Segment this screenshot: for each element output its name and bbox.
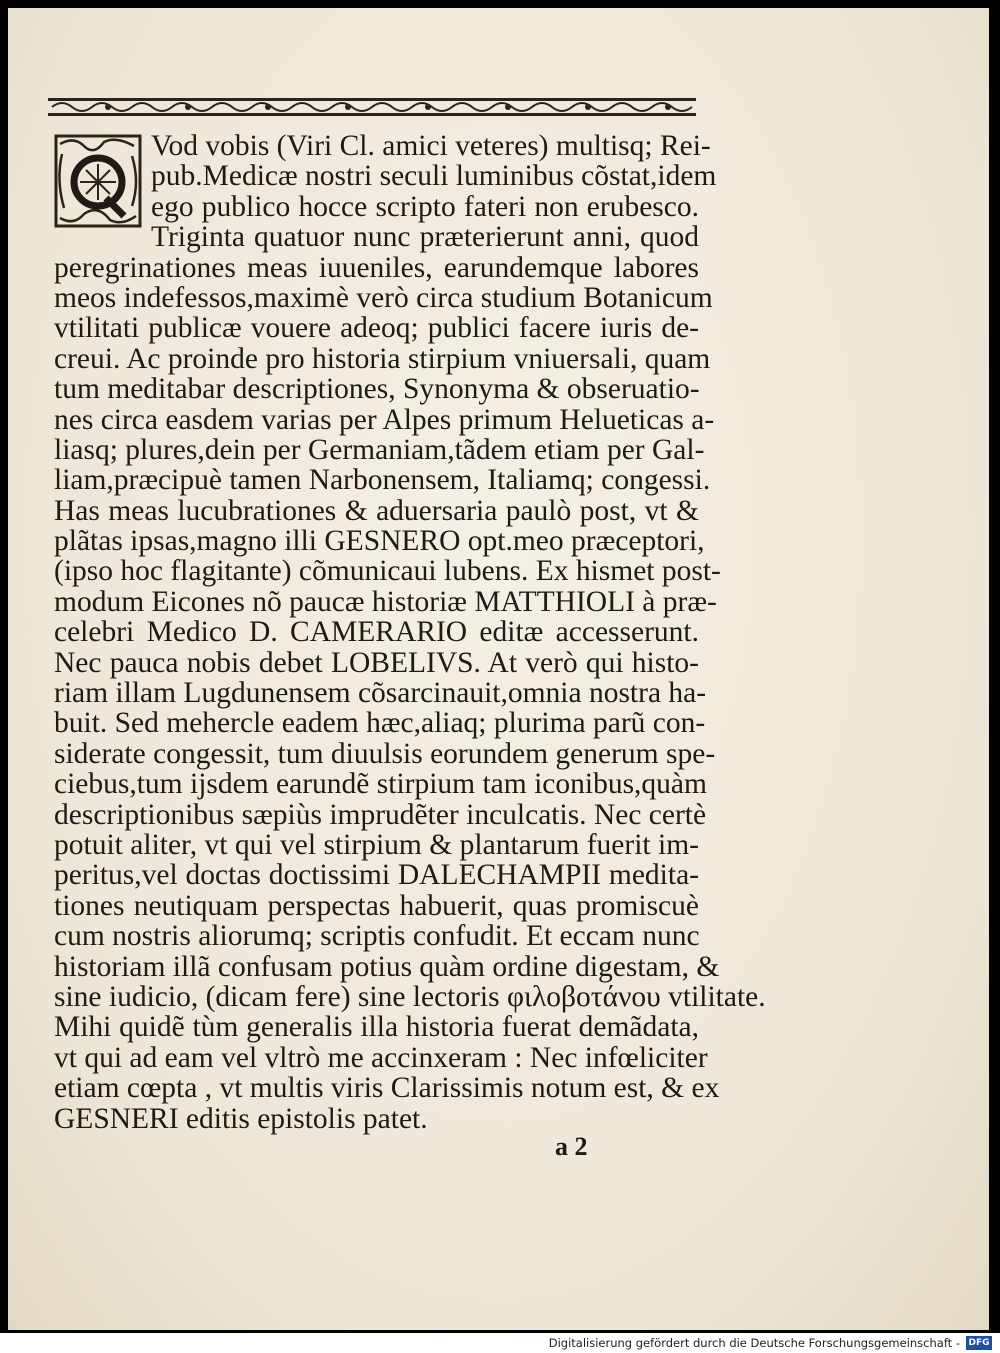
text-line: celebri Medico D. CAMERARIO editæ accesserunt. <box>54 616 699 649</box>
text-line: tiones neutiquam perspectas habuerit, quas promiscuè <box>54 889 699 922</box>
signature-mark: a 2 <box>555 1132 588 1161</box>
text-line: modum Eicones nõ paucæ historiæ MATTHIOLI à præ- <box>54 585 717 618</box>
text-line: Mihi quidẽ tùm generalis illa historia fuerat demãdata, <box>54 1011 699 1044</box>
text-line: etiam cœpta , vt multis viris Clarissimis notum est, & ex <box>54 1072 720 1105</box>
text-line: ego publico hocce scripto fateri non erubesco. <box>151 190 699 223</box>
ornament-band-graphic <box>48 96 696 118</box>
text-line: tum meditabar descriptiones, Synonyma & obseruatio- <box>54 373 700 406</box>
dfg-logo: DFG <box>966 1336 992 1350</box>
text-line: vt qui ad eam vel vltrò me accinxeram : Nec infœliciter <box>54 1041 708 1074</box>
text-line: descriptionibus sæpiùs imprudẽter inculcatis. Nec certè <box>54 798 707 831</box>
text-line: siderate congessit, tum diuulsis eorundem generum spe- <box>54 737 716 770</box>
text-line: riam illam Lugdunensem cõsarcinauit,omnia nostra ha- <box>54 677 707 710</box>
text-line: potuit aliter, vt qui vel stirpium & plantarum fuerit im- <box>54 828 699 861</box>
text-line: peritus,vel doctas doctissimi DALECHAMPII medita- <box>54 859 699 892</box>
text-line: (ipso hoc flagitante) cõmunicaui lubens. Ex hismet post- <box>54 555 721 588</box>
text-line: nes circa easdem varias per Alpes primum Helueticas a- <box>54 403 715 436</box>
text-line: sine iudicio, (dicam fere) sine lectoris φιλοβοτάνου vtilitate. <box>54 980 766 1013</box>
text-line: liam,præcipuè tamen Narbonensem, Italiamq; congessi. <box>54 464 711 497</box>
text-line: liasq; plures,dein per Germaniam,tãdem etiam per Gal- <box>54 433 705 466</box>
credit-bar <box>0 1333 1000 1353</box>
text-line: ciebus,tum ijsdem earundẽ stirpium tam iconibus,quàm <box>54 768 707 801</box>
text-line: Has meas lucubrationes & aduersaria paulò post, vt & <box>54 494 699 527</box>
text-line: peregrinationes meas iuueniles, earundemque labores <box>54 251 699 284</box>
text-line: pub.Medicæ nostri seculi luminibus cõstat,idem <box>151 160 717 193</box>
body-text <box>54 130 766 1135</box>
text-line: plãtas ipsas,magno illi GESNERO opt.meo præceptori, <box>54 525 705 558</box>
text-line: historiam illã confusam potius quàm ordine digestam, & <box>54 950 720 983</box>
text-line: buit. Sed mehercle eadem hæc,aliaq; plurima parũ con- <box>54 707 706 740</box>
text-line: vtilitati publicæ vouere adeoq; publici facere iuris de- <box>54 312 699 345</box>
text-line: Nec pauca nobis debet LOBELIVS. At verò qui histo- <box>54 646 699 679</box>
funding-credit: Digitalisierung gefördert durch die Deutsche Forschungsgemeinschaft - <box>548 1336 960 1350</box>
book-page <box>8 8 989 1330</box>
text-line: Vod vobis (Viri Cl. amici veteres) multisq; Rei- <box>151 130 711 162</box>
text-line: creui. Ac proinde pro historia stirpium vniuersali, quam <box>54 342 711 375</box>
text-line-last: GESNERI editis epistolis patet. <box>54 1102 428 1135</box>
text-line: cum nostris aliorumq; scriptis confudit. Et eccam nunc <box>54 920 700 953</box>
ornament-band <box>48 96 696 118</box>
text-line: Triginta quatuor nunc præterierunt anni, quod <box>151 221 699 254</box>
text-line: meos indefessos,maximè verò circa studium Botanicum <box>54 281 713 314</box>
